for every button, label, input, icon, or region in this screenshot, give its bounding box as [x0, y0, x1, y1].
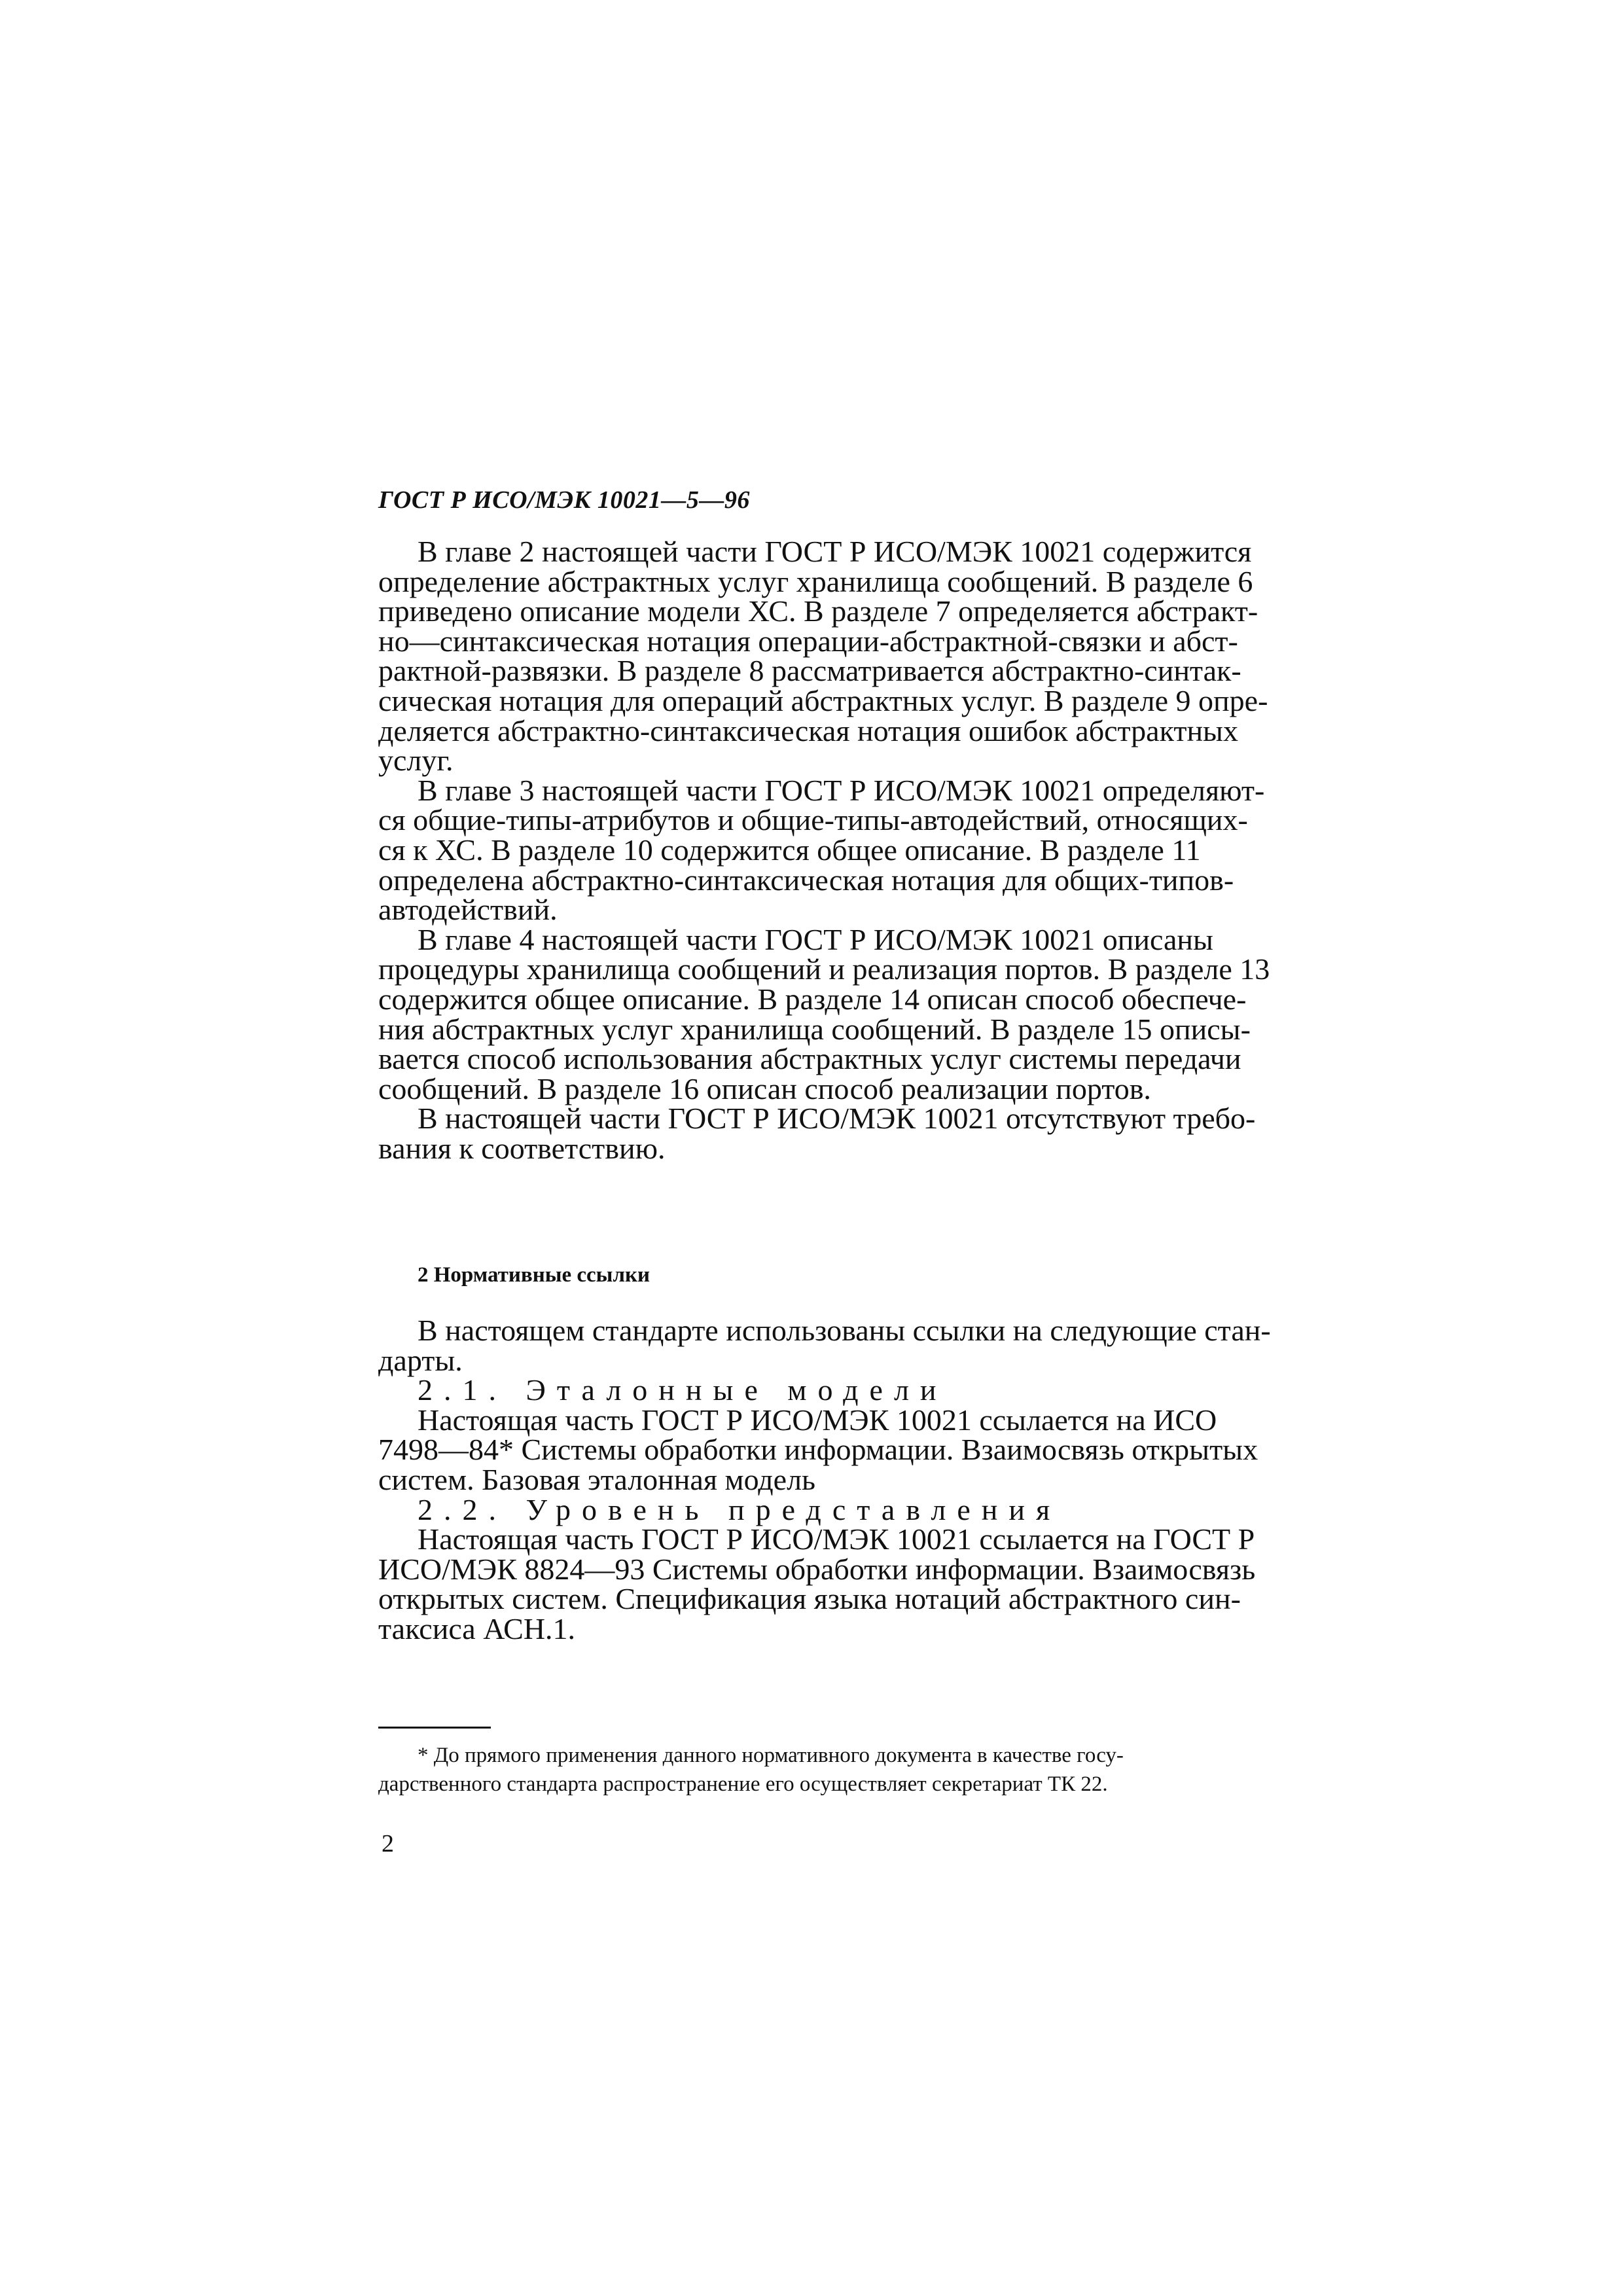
subsection-heading: 2.1. Эталонные модели: [418, 1373, 948, 1407]
text-line: вания к соответствию.: [378, 1131, 666, 1164]
subsection-heading: 2.2. Уровень представления: [418, 1492, 1061, 1526]
footnote-divider: [378, 1727, 491, 1729]
text-line: В главе 2 настоящей части ГОСТ Р ИСО/МЭК 10021 содержится: [418, 537, 1252, 568]
footnote-line: дарственного стандарта распространение его осуществляет секретариат ТК 22.: [378, 1772, 1108, 1796]
text-line: деляется абстрактно-синтаксическая нотация ошибок абстрактных: [378, 713, 1238, 747]
footnote: [378, 1741, 1272, 1799]
text-line: ся общие-типы-атрибутов и общие-типы-автодействий, относящих-: [378, 803, 1248, 837]
text-line: процедуры хранилища сообщений и реализация портов. В разделе 13: [378, 952, 1270, 986]
text-line: дарты.: [378, 1343, 463, 1377]
text-line: ния абстрактных услуг хранилища сообщений. В разделе 15 описы-: [378, 1012, 1251, 1046]
text-line: В настоящем стандарте использованы ссылки на следующие стан-: [418, 1316, 1271, 1347]
text-line: В главе 3 настоящей части ГОСТ Р ИСО/МЭК 10021 определяют-: [418, 773, 1265, 807]
text-line: Настоящая часть ГОСТ Р ИСО/МЭК 10021 ссылается на ИСО: [418, 1403, 1217, 1437]
text-line: определение абстрактных услуг хранилища сообщений. В разделе 6: [378, 564, 1253, 598]
text-line: 7498—84* Системы обработки информации. Взаимосвязь открытых: [378, 1433, 1258, 1467]
text-line: определена абстрактно-синтаксическая нотация для общих-типов-: [378, 863, 1234, 897]
text-line: приведено описание модели ХС. В разделе 7 определяется абстракт-: [378, 594, 1258, 628]
text-line: В главе 4 настоящей части ГОСТ Р ИСО/МЭК 10021 описаны: [418, 922, 1213, 956]
intro-text-block: [378, 537, 1301, 1163]
text-line: таксиса АСН.1.: [378, 1611, 576, 1644]
text-line: В настоящей части ГОСТ Р ИСО/МЭК 10021 отсутствуют требо-: [418, 1102, 1256, 1136]
text-line: сообщений. В разделе 16 описан способ реализации портов.: [378, 1071, 1151, 1105]
text-line: рактной-развязки. В разделе 8 рассматривается абстрактно-синтак-: [378, 654, 1241, 688]
text-line: сическая нотация для операций абстрактных услуг. В разделе 9 опре-: [378, 683, 1268, 717]
text-line: услуг.: [378, 744, 454, 778]
text-line: открытых систем. Спецификация языка нотаций абстрактного син-: [378, 1582, 1241, 1616]
page-number: 2: [382, 1830, 394, 1857]
text-line: автодействий.: [378, 893, 558, 927]
page-header-title: ГОСТ Р ИСО/МЭК 10021—5—96: [378, 486, 750, 514]
text-line: систем. Базовая эталонная модель: [378, 1462, 816, 1496]
references-text-block: [378, 1316, 1301, 1644]
text-line: ся к ХС. В разделе 10 содержится общее описание. В разделе 11: [378, 833, 1201, 867]
section-heading: 2 Нормативные ссылки: [418, 1263, 650, 1287]
text-line: но—синтаксическая нотация операции-абстрактной-связки и абст-: [378, 624, 1238, 658]
text-line: содержится общее описание. В разделе 14 описан способ обеспече-: [378, 982, 1247, 1016]
footnote-line: * До прямого применения данного нормативного документа в качестве госу-: [418, 1744, 1124, 1767]
text-line: вается способ использования абстрактных услуг системы передачи: [378, 1042, 1241, 1076]
text-line: ИСО/МЭК 8824—93 Системы обработки информации. Взаимосвязь: [378, 1552, 1256, 1586]
text-line: Настоящая часть ГОСТ Р ИСО/МЭК 10021 ссылается на ГОСТ Р: [418, 1522, 1255, 1556]
